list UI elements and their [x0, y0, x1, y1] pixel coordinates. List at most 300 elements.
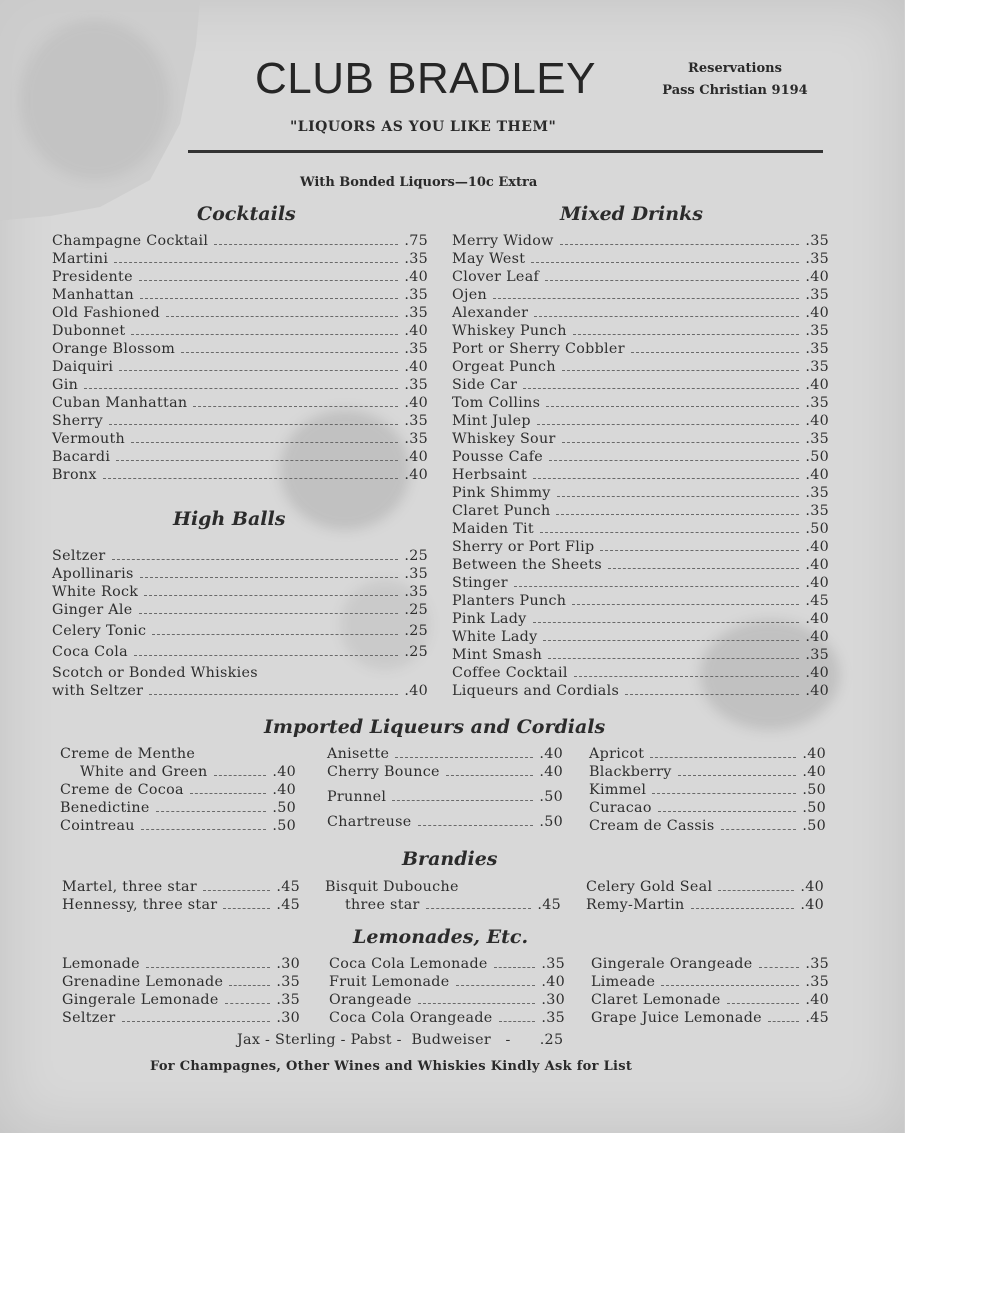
item-name: Limeade — [591, 974, 656, 990]
leader-dots — [223, 908, 270, 909]
item-name: Coca Cola — [52, 644, 128, 660]
menu-item — [452, 520, 829, 538]
leader-dots — [84, 388, 398, 389]
leader-dots — [557, 496, 800, 497]
item-price: .50 — [802, 782, 826, 798]
menu-item — [52, 232, 428, 250]
item-name: Remy-Martin — [586, 897, 685, 913]
menu-item — [325, 896, 561, 914]
reservations-block — [650, 58, 820, 102]
beer-line: Jax - Sterling - Pabst - Budweiser - .25 — [237, 1032, 564, 1048]
menu-item — [452, 430, 829, 448]
item-price: .50 — [539, 789, 563, 805]
menu-item — [452, 394, 829, 412]
leader-dots — [149, 694, 398, 695]
item-name: Manhattan — [52, 287, 135, 303]
leader-dots — [625, 694, 799, 695]
item-price: .40 — [404, 323, 428, 339]
item-name: Creme de Menthe — [60, 746, 196, 762]
leader-dots — [759, 967, 800, 968]
leader-dots — [214, 244, 398, 245]
leader-dots — [181, 352, 398, 353]
mixed-drinks-heading: Mixed Drinks — [560, 203, 703, 225]
menu-item — [452, 340, 829, 358]
item-price: .40 — [541, 974, 565, 990]
item-name: Prunnel — [327, 789, 387, 805]
item-price: .50 — [272, 818, 296, 834]
item-price: .35 — [805, 395, 829, 411]
item-name: three star — [345, 897, 420, 913]
leader-dots — [144, 595, 398, 596]
menu-item — [329, 973, 565, 991]
leader-dots — [574, 676, 800, 677]
item-price: .30 — [276, 956, 300, 972]
leader-dots — [131, 442, 398, 443]
brandies-col2 — [325, 878, 561, 914]
item-name: Seltzer — [52, 548, 106, 564]
brandies-col1 — [62, 878, 300, 914]
item-price: .25 — [404, 644, 428, 660]
item-price: .35 — [805, 233, 829, 249]
item-price: .35 — [805, 359, 829, 375]
item-price: .35 — [805, 503, 829, 519]
item-name: Champagne Cocktail — [52, 233, 209, 249]
menu-item — [591, 1009, 829, 1027]
leader-dots — [426, 908, 532, 909]
leader-dots — [156, 811, 267, 812]
menu-item — [327, 813, 563, 831]
item-price: .35 — [805, 647, 829, 663]
leader-dots — [214, 775, 267, 776]
item-price: .35 — [404, 305, 428, 321]
leader-dots — [573, 334, 800, 335]
menu-item — [52, 622, 428, 640]
item-name: Gin — [52, 377, 79, 393]
item-name: Tom Collins — [452, 395, 541, 411]
menu-item — [52, 286, 428, 304]
item-name: Apollinaris — [52, 566, 134, 582]
menu-item — [52, 547, 428, 565]
item-name: Coffee Cocktail — [452, 665, 568, 681]
imported-heading: Imported Liqueurs and Cordials — [264, 716, 606, 738]
item-price: .35 — [805, 974, 829, 990]
leader-dots — [727, 1003, 800, 1004]
item-price: .40 — [805, 665, 829, 681]
leader-dots — [537, 424, 800, 425]
menu-item — [52, 412, 428, 430]
item-name: Pink Shimmy — [452, 485, 551, 501]
leader-dots — [146, 967, 270, 968]
menu-item — [52, 358, 428, 376]
menu-item — [589, 781, 826, 799]
menu-item — [589, 799, 826, 817]
item-name: Martini — [52, 251, 109, 267]
menu-item — [452, 538, 829, 556]
menu-item — [327, 763, 563, 781]
cocktails-heading: Cocktails — [197, 203, 296, 225]
item-name: Hennessy, three star — [62, 897, 218, 913]
lemonades-col2 — [329, 955, 565, 1027]
leader-dots — [691, 908, 795, 909]
leader-dots — [139, 613, 399, 614]
item-name: Between the Sheets — [452, 557, 602, 573]
leader-dots — [114, 262, 398, 263]
menu-item — [52, 322, 428, 340]
item-price: .35 — [805, 341, 829, 357]
leader-dots — [543, 640, 799, 641]
menu-item — [52, 601, 428, 619]
menu-item — [452, 646, 829, 664]
item-price: .35 — [404, 413, 428, 429]
leader-dots — [395, 757, 533, 758]
item-price: .40 — [805, 629, 829, 645]
item-name: Pink Lady — [452, 611, 527, 627]
item-name: Blackberry — [589, 764, 672, 780]
item-name: Orange Blossom — [52, 341, 176, 357]
item-price: .40 — [805, 539, 829, 555]
menu-item — [452, 412, 829, 430]
menu-item — [52, 250, 428, 268]
item-price: .35 — [404, 287, 428, 303]
item-price: .50 — [272, 800, 296, 816]
item-name: Merry Widow — [452, 233, 554, 249]
item-name: White Rock — [52, 584, 139, 600]
menu-item — [52, 268, 428, 286]
item-price: .30 — [541, 992, 565, 1008]
menu-item — [329, 955, 565, 973]
item-name: Grape Juice Lemonade — [591, 1010, 762, 1026]
menu-item — [62, 973, 300, 991]
item-name: White Lady — [452, 629, 538, 645]
leader-dots — [514, 586, 799, 587]
item-name: Apricot — [589, 746, 645, 762]
item-price: .50 — [539, 814, 563, 830]
item-name: Claret Lemonade — [591, 992, 721, 1008]
leader-dots — [140, 298, 398, 299]
item-name: Vermouth — [52, 431, 126, 447]
item-name: Fruit Lemonade — [329, 974, 450, 990]
header-rule — [188, 150, 823, 153]
item-price: .40 — [805, 269, 829, 285]
item-price: .50 — [802, 818, 826, 834]
item-name: Pousse Cafe — [452, 449, 544, 465]
menu-item — [452, 592, 829, 610]
leader-dots — [549, 460, 799, 461]
mixed-drinks-list — [452, 232, 829, 700]
leader-dots — [119, 370, 398, 371]
item-price: .35 — [805, 485, 829, 501]
item-name: Sherry — [52, 413, 104, 429]
menu-item — [591, 955, 829, 973]
item-name: Bacardi — [52, 449, 111, 465]
leader-dots — [499, 1021, 536, 1022]
leader-dots — [523, 388, 799, 389]
leader-dots — [131, 334, 398, 335]
menu-item — [60, 781, 296, 799]
item-price: .40 — [802, 746, 826, 762]
menu-item — [591, 991, 829, 1009]
leader-dots — [109, 424, 398, 425]
item-price: .40 — [404, 395, 428, 411]
imported-col1 — [60, 745, 296, 835]
item-price: .45 — [805, 593, 829, 609]
leader-dots — [456, 985, 536, 986]
leader-dots — [229, 985, 270, 986]
cocktails-list — [52, 232, 428, 484]
menu-item — [452, 322, 829, 340]
item-name: Ginger Ale — [52, 602, 133, 618]
item-name: Lemonade — [62, 956, 140, 972]
leader-dots — [562, 370, 800, 371]
menu-item — [329, 991, 565, 1009]
item-price: .40 — [272, 764, 296, 780]
item-name: Grenadine Lemonade — [62, 974, 224, 990]
item-price: .35 — [805, 431, 829, 447]
menu-item — [452, 358, 829, 376]
brandies-col3 — [586, 878, 824, 914]
item-price: .25 — [404, 623, 428, 639]
item-price: .40 — [404, 683, 428, 699]
item-price: .40 — [805, 575, 829, 591]
menu-item — [327, 788, 563, 806]
leader-dots — [112, 559, 399, 560]
item-name: White and Green — [80, 764, 208, 780]
menu-item — [62, 878, 300, 896]
item-name: Chartreuse — [327, 814, 412, 830]
item-name: Ojen — [452, 287, 488, 303]
item-name: Sherry or Port Flip — [452, 539, 595, 555]
leader-dots — [546, 406, 799, 407]
item-name: Presidente — [52, 269, 133, 285]
item-price: .35 — [404, 341, 428, 357]
item-name: with Seltzer — [52, 683, 144, 699]
leader-dots — [533, 622, 800, 623]
item-price: .40 — [805, 377, 829, 393]
leader-dots — [531, 262, 799, 263]
item-price: .40 — [404, 467, 428, 483]
item-name: Daiquiri — [52, 359, 114, 375]
menu-item — [325, 878, 561, 896]
item-price: .25 — [404, 602, 428, 618]
item-name: Bronx — [52, 467, 97, 483]
menu-item — [62, 896, 300, 914]
menu-item — [452, 268, 829, 286]
menu-item — [589, 745, 826, 763]
item-name: Celery Tonic — [52, 623, 147, 639]
leader-dots — [652, 793, 796, 794]
item-name: Maiden Tit — [452, 521, 534, 537]
item-name: Curacao — [589, 800, 652, 816]
item-name: Side Car — [452, 377, 518, 393]
item-name: Stinger — [452, 575, 508, 591]
menu-item — [452, 502, 829, 520]
item-price: .35 — [541, 1010, 565, 1026]
footer-note: For Champagnes, Other Wines and Whiskies Kindly Ask for List — [150, 1059, 633, 1074]
menu-item — [586, 878, 824, 896]
leader-dots — [392, 800, 533, 801]
menu-item — [52, 304, 428, 322]
leader-dots — [658, 811, 797, 812]
item-name: Dubonnet — [52, 323, 126, 339]
menu-item — [452, 664, 829, 682]
menu-item — [52, 664, 428, 682]
item-price: .35 — [404, 251, 428, 267]
leader-dots — [122, 1021, 271, 1022]
menu-item — [589, 817, 826, 835]
item-name: Coca Cola Lemonade — [329, 956, 488, 972]
menu-item — [452, 286, 829, 304]
menu-item — [452, 484, 829, 502]
item-price: .40 — [404, 269, 428, 285]
menu-item — [52, 565, 428, 583]
leader-dots — [152, 634, 398, 635]
item-name: Herbsaint — [452, 467, 528, 483]
item-price: .35 — [404, 377, 428, 393]
menu-item — [52, 466, 428, 484]
menu-item — [452, 232, 829, 250]
item-name: Old Fashioned — [52, 305, 160, 321]
item-price: .40 — [802, 764, 826, 780]
item-price: .50 — [802, 800, 826, 816]
menu-item — [589, 763, 826, 781]
leader-dots — [678, 775, 797, 776]
leader-dots — [721, 829, 797, 830]
item-price: .35 — [805, 251, 829, 267]
menu-item — [452, 448, 829, 466]
lemonades-heading: Lemonades, Etc. — [353, 926, 529, 948]
leader-dots — [533, 478, 799, 479]
menu-item — [52, 340, 428, 358]
item-price: .30 — [276, 1010, 300, 1026]
leader-dots — [560, 244, 800, 245]
item-name: Clover Leaf — [452, 269, 540, 285]
item-name: Gingerale Lemonade — [62, 992, 219, 1008]
item-price: .35 — [404, 584, 428, 600]
leader-dots — [446, 775, 534, 776]
item-name: Claret Punch — [452, 503, 551, 519]
item-name: Coca Cola Orangeade — [329, 1010, 493, 1026]
item-price: .35 — [276, 992, 300, 1008]
item-name: Martel, three star — [62, 879, 197, 895]
item-price: .45 — [805, 1010, 829, 1026]
menu-item — [452, 628, 829, 646]
item-price: .40 — [805, 992, 829, 1008]
menu-item — [52, 682, 428, 700]
item-name: Port or Sherry Cobbler — [452, 341, 625, 357]
item-name: Liqueurs and Cordials — [452, 683, 620, 699]
leader-dots — [545, 280, 799, 281]
leader-dots — [600, 550, 799, 551]
imported-col2 — [327, 745, 563, 831]
menu-item — [52, 394, 428, 412]
menu-item — [586, 896, 824, 914]
menu-item — [60, 799, 296, 817]
leader-dots — [494, 967, 536, 968]
menu-item — [327, 745, 563, 763]
menu-item — [452, 574, 829, 592]
item-price: .40 — [404, 359, 428, 375]
item-price: .40 — [272, 782, 296, 798]
lemonades-col3 — [591, 955, 829, 1027]
menu-item — [52, 643, 428, 661]
leader-dots — [556, 514, 799, 515]
water-stain — [20, 20, 170, 180]
item-name: Cointreau — [60, 818, 135, 834]
menu-item — [52, 376, 428, 394]
item-name: Bisquit Dubouche — [325, 879, 459, 895]
leader-dots — [718, 890, 794, 891]
item-name: Cuban Manhattan — [52, 395, 188, 411]
item-name: Orangeade — [329, 992, 412, 1008]
item-name: Kimmel — [589, 782, 647, 798]
item-price: .35 — [805, 287, 829, 303]
menu-item — [452, 682, 829, 700]
leader-dots — [116, 460, 398, 461]
item-price: .50 — [805, 521, 829, 537]
item-name: Scotch or Bonded Whiskies — [52, 665, 258, 681]
brandies-heading: Brandies — [402, 848, 498, 870]
reservations-label: Reservations — [688, 61, 782, 76]
item-price: .40 — [539, 746, 563, 762]
item-name: Anisette — [327, 746, 390, 762]
menu-item — [452, 304, 829, 322]
item-price: .45 — [537, 897, 561, 913]
item-price: .45 — [276, 879, 300, 895]
menu-item — [591, 973, 829, 991]
menu-item — [62, 1009, 300, 1027]
item-price: .40 — [800, 879, 824, 895]
item-name: Orgeat Punch — [452, 359, 556, 375]
item-price: .40 — [800, 897, 824, 913]
menu-item — [452, 556, 829, 574]
item-price: .45 — [276, 897, 300, 913]
leader-dots — [534, 316, 799, 317]
menu-item — [62, 955, 300, 973]
menu-item — [452, 376, 829, 394]
item-name: Whiskey Sour — [452, 431, 556, 447]
lemonades-col1 — [62, 955, 300, 1027]
item-price: .40 — [805, 413, 829, 429]
item-price: .40 — [539, 764, 563, 780]
menu-item — [52, 448, 428, 466]
item-price: .35 — [276, 974, 300, 990]
leader-dots — [418, 1003, 536, 1004]
item-name: Mint Julep — [452, 413, 531, 429]
menu-item — [60, 817, 296, 835]
leader-dots — [193, 406, 398, 407]
item-name: Celery Gold Seal — [586, 879, 713, 895]
bonded-note: With Bonded Liquors—10c Extra — [300, 175, 538, 190]
item-name: May West — [452, 251, 526, 267]
leader-dots — [540, 532, 799, 533]
menu-item — [52, 430, 428, 448]
leader-dots — [768, 1021, 799, 1022]
high-balls-heading: High Balls — [173, 508, 286, 530]
item-name: Mint Smash — [452, 647, 543, 663]
item-price: .40 — [805, 557, 829, 573]
menu-item — [452, 610, 829, 628]
menu-item — [62, 991, 300, 1009]
item-price: .40 — [805, 467, 829, 483]
high-balls-list — [52, 547, 428, 700]
menu-item — [452, 250, 829, 268]
leader-dots — [103, 478, 399, 479]
leader-dots — [661, 985, 799, 986]
leader-dots — [203, 890, 270, 891]
menu-item — [60, 745, 296, 763]
reservations-phone: Pass Christian 9194 — [662, 83, 808, 98]
menu-item — [60, 763, 296, 781]
